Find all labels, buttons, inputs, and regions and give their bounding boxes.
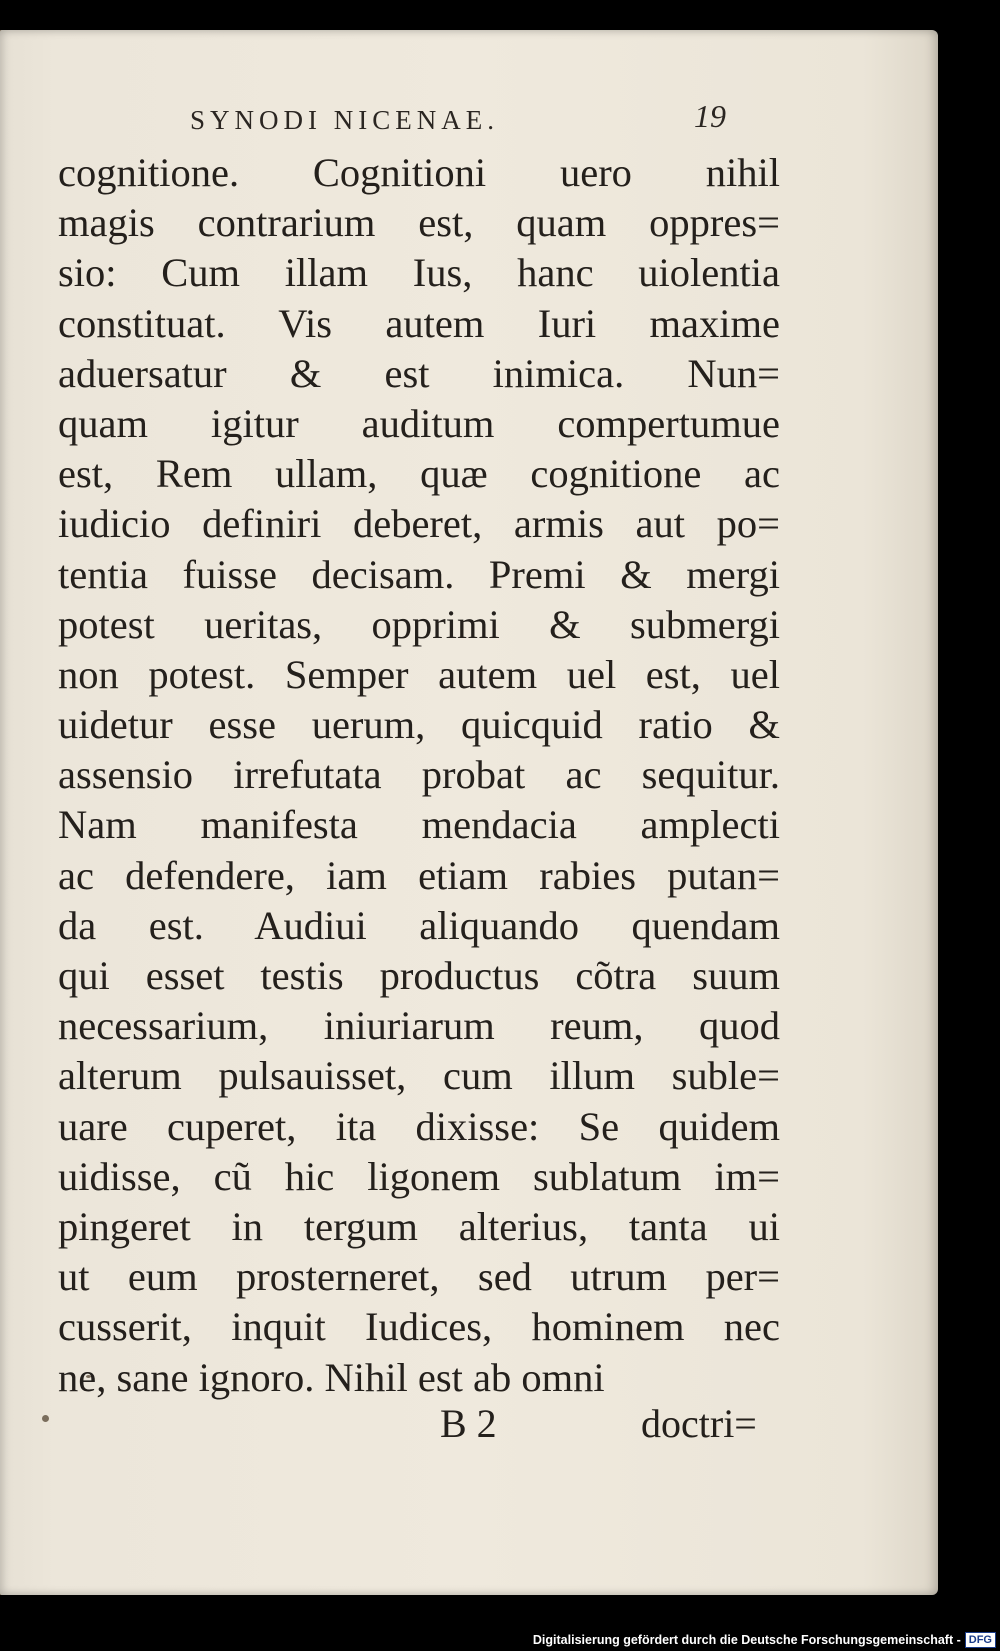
text-line: assensio irrefutata probat ac sequitur. <box>58 752 780 798</box>
text-line: magis contrarium est, quam oppres= <box>58 200 780 246</box>
text-line: uare cuperet, ita dixisse: Se quidem <box>58 1103 780 1149</box>
text-line: constituat. Vis autem Iuri maxime <box>58 300 780 346</box>
text-line: uidisse, cũ hic ligonem sublatum im= <box>58 1153 780 1199</box>
text-line: uidetur esse uerum, quicquid ratio & <box>58 702 780 748</box>
paper-speck <box>42 1415 49 1422</box>
catchline <box>58 1400 780 1450</box>
text-line: non potest. Semper autem uel est, uel <box>58 651 780 697</box>
text-line: alterum pulsauisset, cum illum suble= <box>58 1053 780 1099</box>
dfg-logo-icon: DFG <box>965 1632 996 1648</box>
text-line: potest ueritas, opprimi & submergi <box>58 601 780 647</box>
text-line: ut eum prosterneret, sed utrum per= <box>58 1254 780 1300</box>
text-line: ne, sane ignoro. Nihil est ab omni <box>58 1354 605 1400</box>
text-line: cusserit, inquit Iudices, hominem nec <box>58 1304 780 1350</box>
digitization-footer <box>525 1629 1000 1651</box>
text-line: aduersatur & est inimica. Nun= <box>58 350 780 396</box>
text-line: est, Rem ullam, quæ cognitione ac <box>58 451 780 497</box>
text-line: tentia fuisse decisam. Premi & mergi <box>58 551 780 597</box>
text-line: iudicio definiri deberet, armis aut po= <box>58 501 780 547</box>
body-text <box>58 148 780 1403</box>
text-line: ac defendere, iam etiam rabies putan= <box>58 852 780 898</box>
signature-mark: B 2 <box>440 1401 497 1446</box>
text-line: sio: Cum illam Ius, hanc uiolentia <box>58 250 780 296</box>
text-line: pingeret in tergum alterius, tanta ui <box>58 1203 780 1249</box>
footer-credit-text: Digitalisierung gefördert durch die Deutsche Forschungsgemeinschaft - <box>532 1633 961 1647</box>
page-number: 19 <box>694 98 726 134</box>
text-line: cognitione. Cognitioni uero nihil <box>58 150 780 195</box>
text-line: qui esset testis productus cõtra suum <box>58 953 780 998</box>
text-line: da est. Audiui aliquando quendam <box>58 902 780 948</box>
text-line: Nam manifesta mendacia amplecti <box>58 802 780 848</box>
text-line: quam igitur auditum compertumue <box>58 400 780 446</box>
text-line: necessarium, iniuriarum reum, quod <box>58 1003 780 1049</box>
catchword: doctri= <box>641 1401 757 1446</box>
running-head: SYNODI NICENAE. <box>190 105 499 135</box>
